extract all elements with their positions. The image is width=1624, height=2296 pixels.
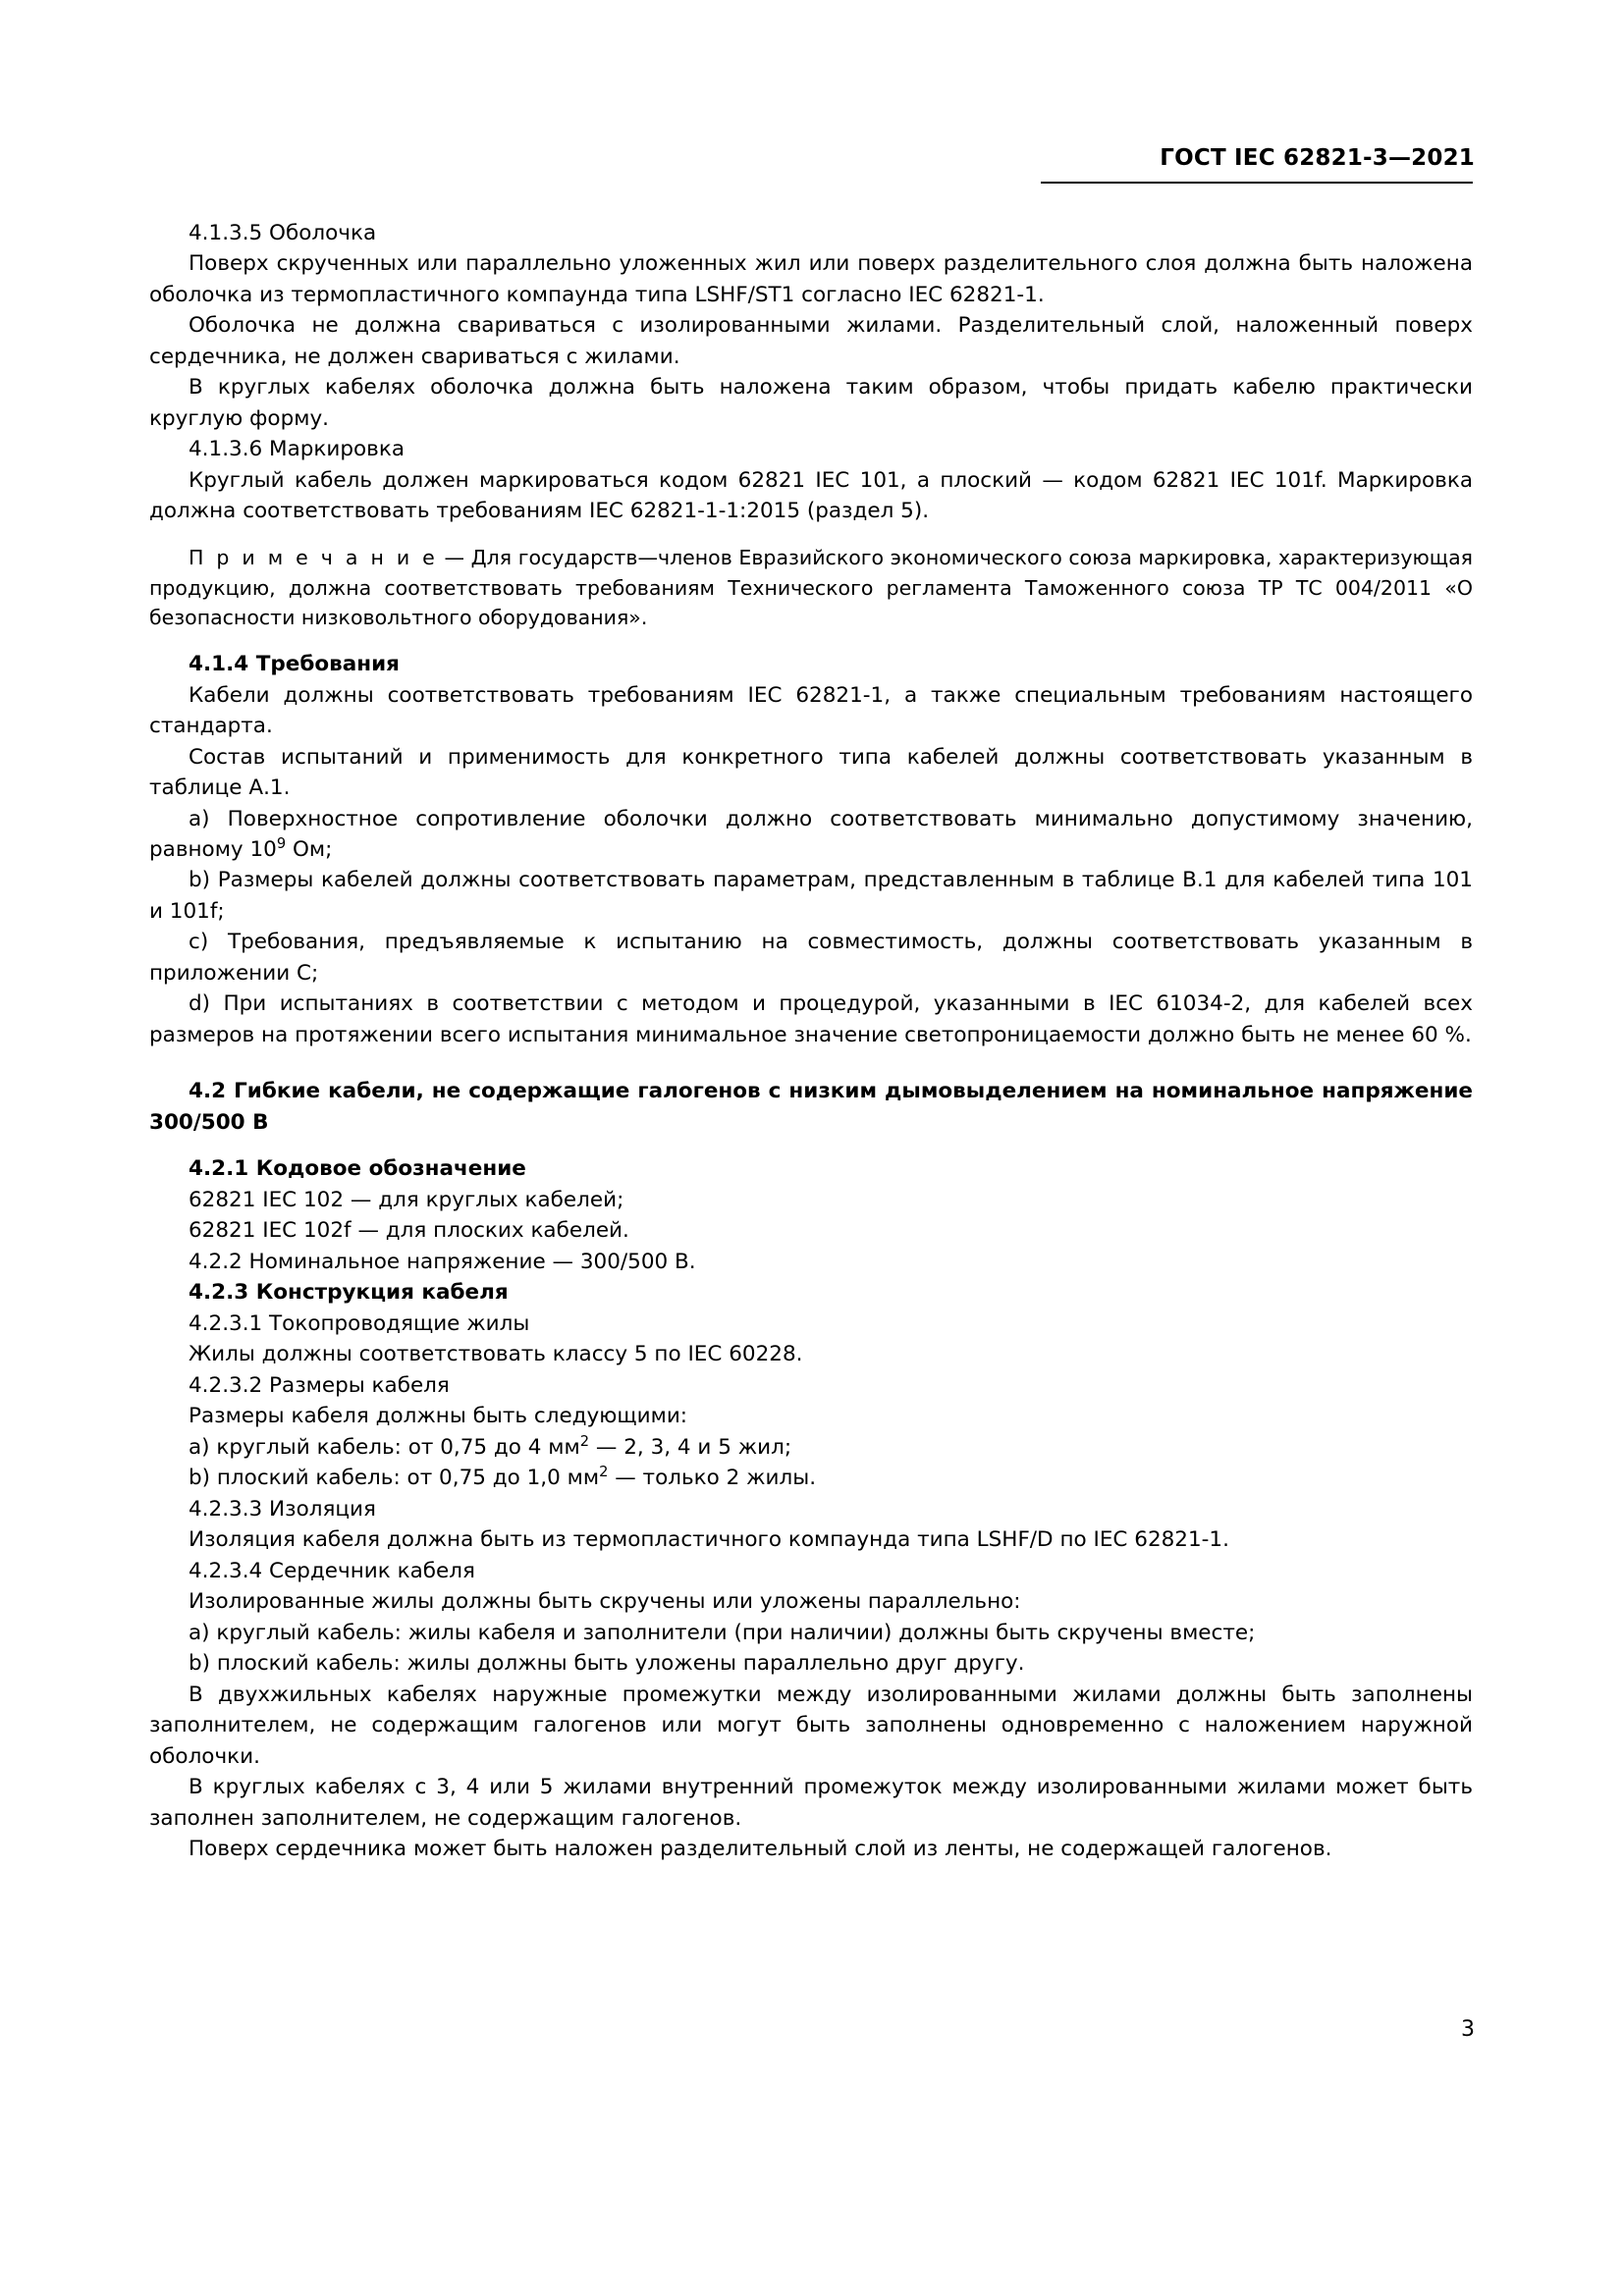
two-core-filler-paragraph: В двухжильных кабелях наружные промежутки между изолированными жилами должны быть заполнены заполнителем, не содержащим галогенов или могут быть заполнены одновременно с наложением наружной оболочки.: [149, 1682, 1473, 1769]
list-item-d-light-transmittance: d) При испытаниях в соответствии с методом и процедурой, указанными в IEC 61034-2, для кабелей всех размеров на протяжении всего испытания минимальное значение светопроницаемости должно быть не менее 60 %.: [149, 991, 1473, 1047]
size-item-b-flat: [149, 1463, 1473, 1493]
exponent-2-round: 2: [579, 1432, 590, 1450]
clause-4-2-3-1-paragraph: Жилы должны соответствовать классу 5 по IEC 60228.: [189, 1342, 803, 1367]
core-item-a-round: a) круглый кабель: жилы кабеля и заполнители (при наличии) должны быть скручены вместе;: [189, 1620, 1256, 1645]
clause-4-2-3-3-heading: 4.2.3.3 Изоляция: [189, 1496, 376, 1522]
clause-4-1-3-5-heading: 4.1.3.5 Оболочка: [189, 221, 377, 245]
clause-4-2-3-1-heading: 4.2.3.1 Токопроводящие жилы: [189, 1310, 530, 1336]
clause-4-2-3-3-paragraph: Изоляция кабеля должна быть из термопластичного компаунда типа LSHF/D по IEC 62821-1.: [189, 1527, 1229, 1553]
clause-4-2-3-4-heading: 4.2.3.4 Сердечник кабеля: [189, 1558, 475, 1583]
header-divider-line: [1041, 182, 1473, 184]
core-item-b-flat: b) плоский кабель: жилы должны быть уложены параллельно друг другу.: [189, 1651, 1025, 1677]
clause-4-2-3-2-heading: 4.2.3.2 Размеры кабеля: [189, 1372, 450, 1398]
clause-4-2-2-rated-voltage: 4.2.2 Номинальное напряжение — 300/500 В.: [189, 1249, 696, 1274]
code-flat-cable: 62821 IEC 102f — для плоских кабелей.: [189, 1218, 629, 1244]
note-label: П р и м е ч а н и е: [189, 545, 438, 569]
size-item-a-text-pre: a) круглый кабель: от 0,75 до 4 мм: [189, 1434, 580, 1460]
size-item-a-round: [149, 1432, 1473, 1463]
clause-4-1-3-5-paragraph-1: Поверх скрученных или параллельно уложенных жил или поверх разделительного слоя должна быть наложена оболочка из термопластичного компаунда типа LSHF/ST1 согласно IEC 62821-1.: [149, 251, 1473, 307]
multi-core-filler-paragraph: В круглых кабелях с 3, 4 или 5 жилами внутренний промежуток между изолированными жилами может быть заполнен заполнителем, не содержащим галогенов.: [149, 1775, 1473, 1831]
size-item-b-text-post: — только 2 жилы.: [608, 1466, 817, 1491]
clause-4-1-4-paragraph-1: Кабели должны соответствовать требованиям IEC 62821-1, а также специальным требованиям настоящего стандарта.: [149, 682, 1473, 739]
page-header-standard-title: ГОСТ IEC 62821-3—2021: [1160, 145, 1475, 171]
clause-4-2-1-heading: 4.2.1 Кодовое обозначение: [189, 1156, 526, 1182]
exponent-9: 9: [276, 834, 287, 852]
clause-4-1-3-6-paragraph-1: Круглый кабель должен маркироваться кодом 62821 IEC 101, а плоский — кодом 62821 IEC 101f. Маркировка должна соответствовать требованиям IEC 62821-1-1:2015 (раздел 5).: [149, 467, 1473, 524]
clause-4-1-3-5-paragraph-3: В круглых кабелях оболочка должна быть наложена таким образом, чтобы придать кабелю практически круглую форму.: [149, 375, 1473, 431]
clause-4-1-3-6-heading: 4.1.3.6 Маркировка: [189, 437, 406, 462]
list-item-c-compatibility: c) Требования, предъявляемые к испытанию на совместимость, должны соответствовать указанным в приложении С;: [149, 930, 1473, 986]
page-number: 3: [1461, 2017, 1475, 2042]
size-item-b-text-pre: b) плоский кабель: от 0,75 до 1,0 мм: [189, 1466, 600, 1491]
separator-tape-paragraph: Поверх сердечника может быть наложен разделительный слой из ленты, не содержащей галогенов.: [189, 1837, 1332, 1862]
document-body: [149, 218, 1473, 1865]
clause-4-2-3-heading: 4.2.3 Конструкция кабеля: [189, 1280, 509, 1306]
clause-4-2-3-4-paragraph: Изолированные жилы должны быть скручены или уложены параллельно:: [189, 1589, 1021, 1615]
code-round-cable: 62821 IEC 102 — для круглых кабелей;: [189, 1187, 624, 1212]
clause-4-2-heading: 4.2 Гибкие кабели, не содержащие галогенов с низким дымовыделением на номинальное напряжение 300/500 В: [149, 1079, 1473, 1135]
list-item-a-text-pre: a) Поверхностное сопротивление оболочки должно соответствовать минимально допустимому значению, равному 10: [149, 806, 1473, 862]
note-text: — Для государств—членов Евразийского экономического союза маркировка, характеризующая продукцию, должна соответствовать требованиям Технического регламента Таможенного союза ТР ТС 004/2011 «О безопасности низковольтного оборудования».: [149, 545, 1473, 630]
exponent-2-flat: 2: [599, 1464, 609, 1481]
clause-4-1-4-heading: 4.1.4 Требования: [189, 652, 400, 677]
clause-4-1-4-paragraph-2: Состав испытаний и применимость для конкретного типа кабелей должны соответствовать указанным в таблице А.1.: [149, 744, 1473, 801]
size-item-a-text-post: — 2, 3, 4 и 5 жил;: [589, 1434, 792, 1460]
list-item-b-dimensions: b) Размеры кабелей должны соответствовать параметрам, представленным в таблице В.1 для кабелей типа 101 и 101f;: [149, 868, 1473, 924]
note-block: [149, 543, 1473, 633]
clause-4-1-3-5-paragraph-2: Оболочка не должна свариваться с изолированными жилами. Разделительный слой, наложенный поверх сердечника, не должен свариваться с жилами.: [149, 313, 1473, 369]
clause-4-2-3-2-paragraph: Размеры кабеля должны быть следующими:: [189, 1404, 688, 1429]
list-item-a-text-post: Ом;: [286, 837, 333, 862]
list-item-a-surface-resistance: [149, 804, 1473, 866]
